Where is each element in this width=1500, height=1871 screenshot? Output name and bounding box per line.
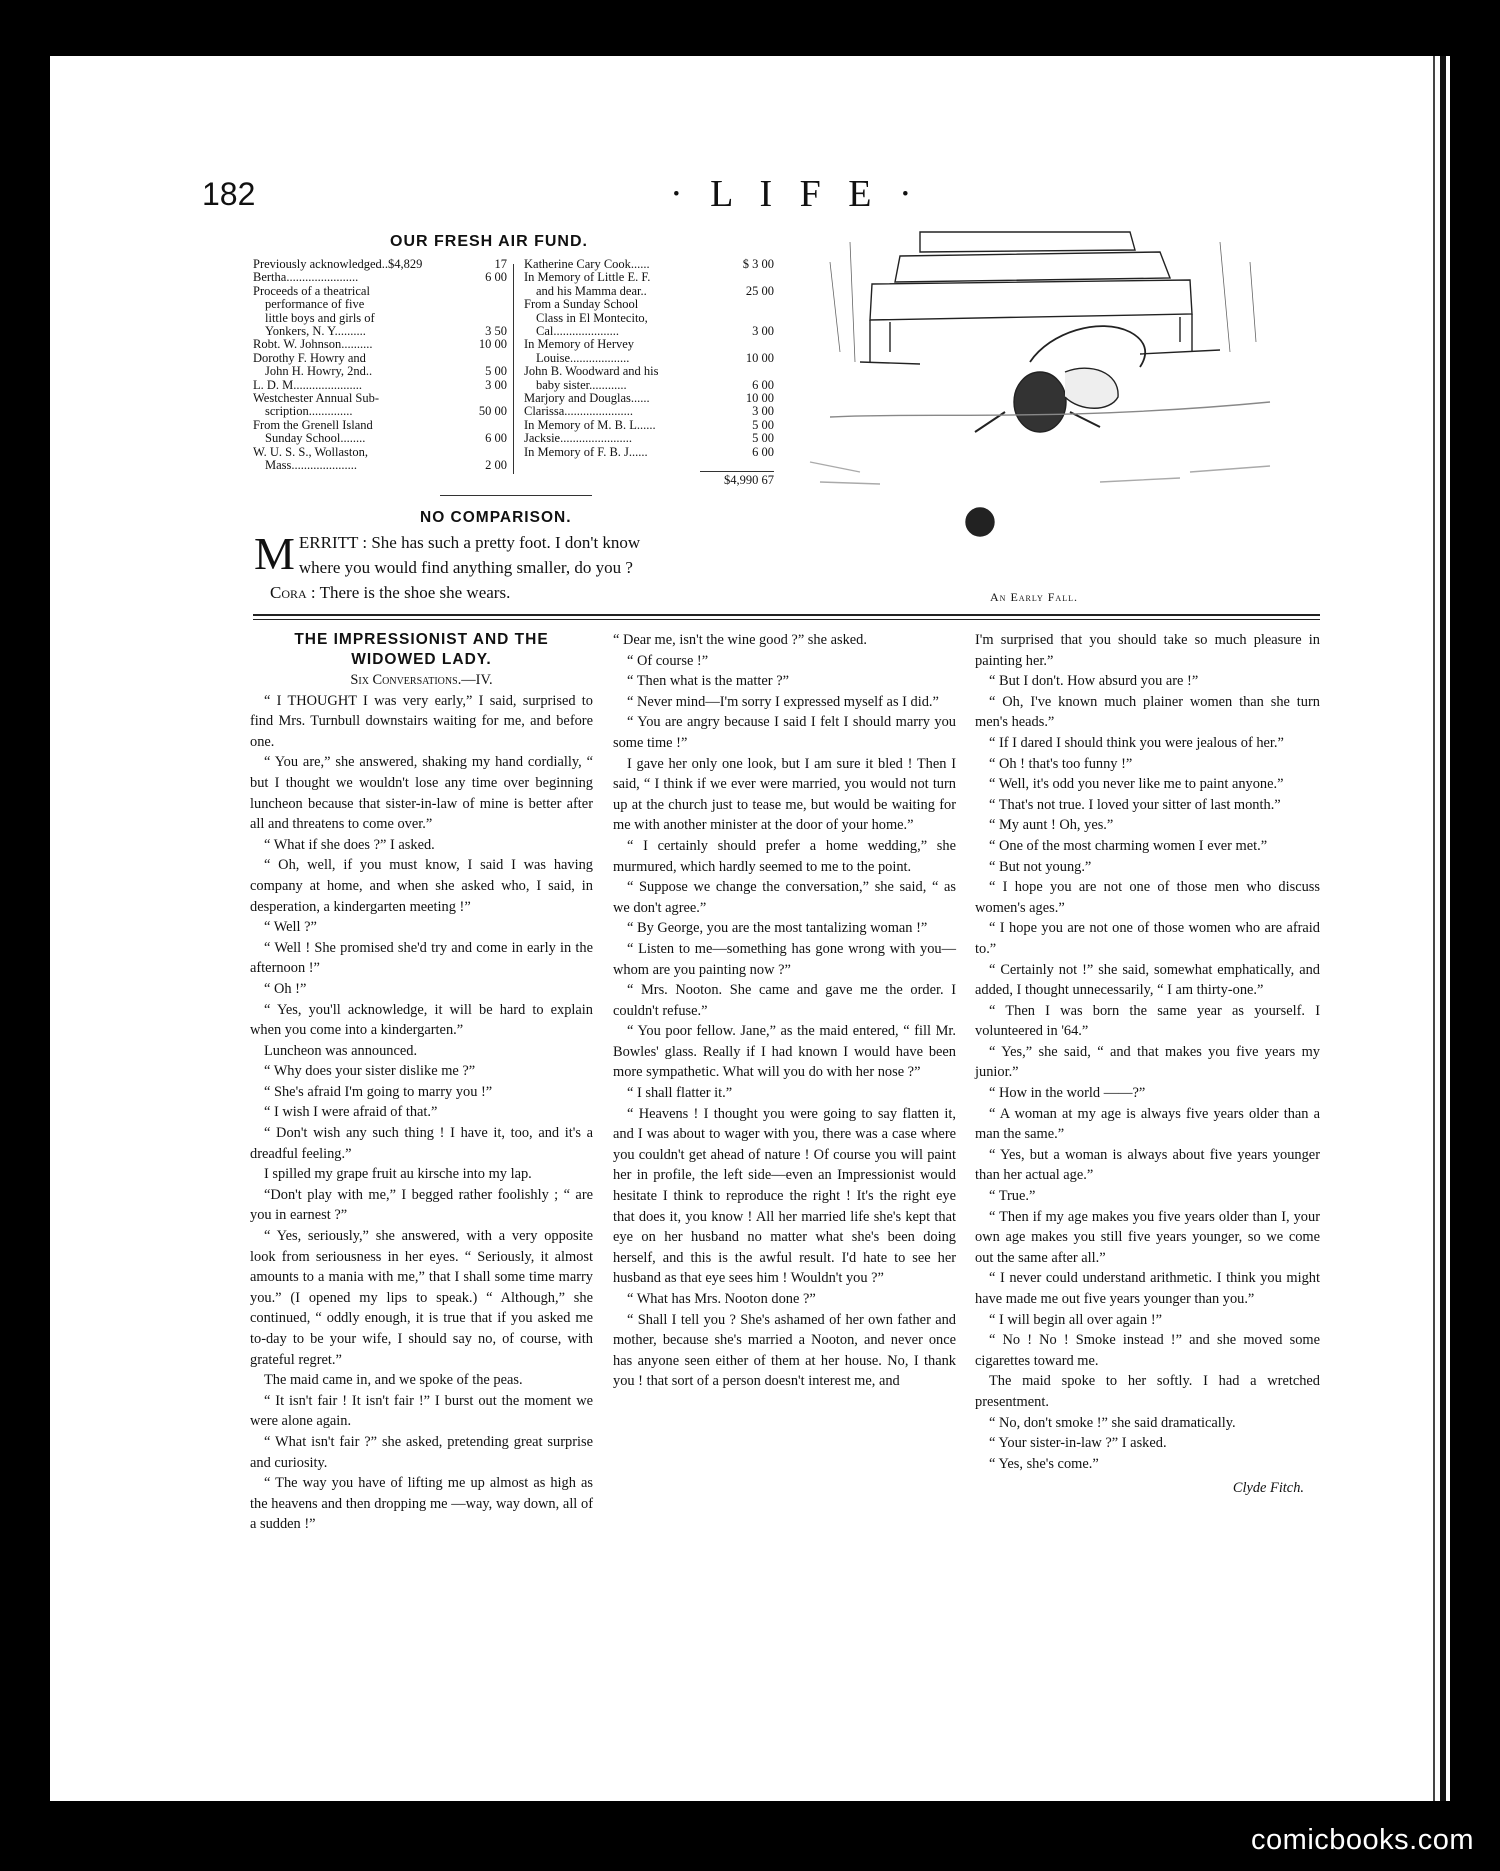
fund-amount: 6 00: [752, 377, 774, 392]
story-paragraph: “ A woman at my age is always five years older than a man the same.”: [975, 1105, 1320, 1143]
story-title: THE IMPRESSIONIST AND THE WIDOWED LADY.: [294, 631, 549, 668]
fund-row: [524, 258, 774, 271]
story-paragraph: “ What if she does ?” I asked.: [264, 836, 435, 853]
fund-donor: and his Mamma dear..: [536, 284, 647, 298]
story-paragraph: “ I never could understand arithmetic. I think you might have made me out five years younger than you.”: [975, 1270, 1320, 1307]
fund-donor: Bertha.......................: [253, 271, 359, 285]
fund-total: $4,990 67: [700, 471, 774, 487]
fund-donor: From the Grenell Island: [253, 418, 373, 432]
story-paragraph: “ Why does your sister dislike me ?”: [264, 1063, 476, 1080]
story-paragraph: “ I THOUGHT I was very early,” I said, surprised to find Mrs. Turnbull downstairs waiting for me, and before one.: [250, 692, 593, 750]
fund-amount: [459, 285, 507, 298]
story-paragraph: “ I wish I were afraid of that.”: [264, 1104, 438, 1121]
page-number: 182: [202, 176, 256, 212]
fund-donor: Jacksie.......................: [524, 432, 632, 446]
story-paragraph: “ She's afraid I'm going to marry you !”: [264, 1083, 493, 1100]
section-rule: [440, 495, 592, 496]
fund-amount: 6 00: [752, 444, 774, 459]
fund-donor: W. U. S. S., Wollaston,: [253, 445, 368, 459]
fund-amount: [726, 271, 774, 284]
fund-row: [524, 312, 774, 325]
story-paragraph: “ Then if my age makes you five years older than I, your own age makes you still five years younger, so we come out the same after all.”: [975, 1208, 1320, 1266]
fund-amount: 3 00: [752, 404, 774, 419]
fund-list-right: [524, 258, 774, 459]
story-column-3: [975, 630, 1320, 1499]
fund-row: [253, 392, 507, 405]
story-paragraph: “ If I dared I should think you were jealous of her.”: [989, 734, 1284, 751]
story-column-1: [250, 630, 593, 1535]
fund-amount: 50 00: [478, 404, 507, 419]
story-paragraph: “ Then what is the matter ?”: [627, 673, 789, 690]
author-signature: Clyde Fitch.: [1232, 1480, 1304, 1497]
fund-row: [253, 312, 507, 325]
story-paragraph: “ My aunt ! Oh, yes.”: [989, 817, 1114, 834]
story-paragraph: “ The way you have of lifting me up almost as high as the heavens and then dropping me —way, way down, all of a sudden !”: [250, 1475, 593, 1533]
fund-donor: Mass.....................: [265, 459, 358, 473]
fund-amount: [459, 446, 507, 459]
fund-amount: [459, 392, 507, 405]
story-paragraph: “Don't play with me,” I begged rather foolishly ; “ are you in earnest ?”: [250, 1186, 593, 1224]
story-paragraph: “ I will begin all over again !”: [989, 1311, 1163, 1328]
fund-amount: 6 00: [485, 270, 507, 285]
fund-row: [524, 271, 774, 284]
fund-amount: [459, 312, 507, 325]
fund-row: [253, 419, 507, 432]
fund-amount: [726, 298, 774, 311]
fund-amount: [726, 312, 774, 325]
story-paragraph: “ I hope you are not one of those men who discuss women's ages.”: [975, 879, 1320, 916]
story-paragraph: “ By George, you are the most tantalizing woman !”: [627, 920, 928, 937]
fund-row: [524, 285, 774, 298]
fund-row: [524, 432, 774, 445]
fund-row: [253, 405, 507, 418]
drop-cap: M: [254, 528, 295, 579]
fund-donor: Cal.....................: [536, 325, 619, 339]
story-paragraph: “ Heavens ! I thought you were going to say flatten it, and I was about to wager with you, there was a case where you couldn't get ahead of nature ! Of course you will paint her in profile, the left side—even an Impressionist would hesitate I think to reproduce the right ! It's the right eye that does it, you know ! All her married life she's kept that eye on her husband no matter what she's been doing herself, and this is the awful result. I'd hate to see her husband as that eye sees him ! Wouldn't you ?”: [613, 1105, 956, 1287]
story-paragraph: “ How in the world ——?”: [989, 1085, 1146, 1102]
story-paragraph: I'm surprised that you should take so much pleasure in painting her.”: [975, 632, 1320, 669]
story-paragraph: “ Well, it's odd you never like me to paint anyone.”: [989, 776, 1284, 793]
story-paragraph: The maid came in, and we spoke of the peas.: [264, 1372, 523, 1389]
story-paragraph: “ But I don't. How absurd you are !”: [989, 673, 1199, 690]
fund-row: [253, 258, 507, 271]
fund-amount: 5 00: [752, 431, 774, 446]
fund-amount: 17: [494, 257, 507, 271]
story-paragraph: “ Yes, but a woman is always about five years younger than her actual age.”: [975, 1146, 1320, 1184]
fund-row: [524, 298, 774, 311]
story-paragraph: “ Yes, you'll acknowledge, it will be hard to explain when you come into a kindergarten.”: [250, 1001, 593, 1039]
fund-donor: L. D. M......................: [253, 378, 363, 392]
fund-row: [524, 352, 774, 365]
story-paragraph: “ Mrs. Nooton. She came and gave me the order. I couldn't refuse.”: [613, 982, 956, 1019]
fund-row: [524, 392, 774, 405]
fund-row: [253, 352, 507, 365]
fund-donor: Westchester Annual Sub-: [253, 392, 380, 406]
story-paragraph: “ What has Mrs. Nooton done ?”: [627, 1291, 816, 1307]
story-paragraph: “ True.”: [989, 1188, 1036, 1205]
story-paragraph: “ Well ?”: [264, 919, 317, 936]
fund-amount: 3 50: [485, 324, 507, 339]
story-paragraph: “ Oh, I've known much plainer women than she turn men's heads.”: [975, 693, 1320, 731]
nc-line-2: where you would find anything smaller, do you ?: [298, 558, 633, 577]
story-paragraph: “ Your sister-in-law ?” I asked.: [989, 1435, 1167, 1452]
fund-donor: Yonkers, N. Y..........: [265, 325, 366, 339]
story-paragraph: “ I certainly should prefer a home wedding,” she murmured, which hardly seemed to me to the point.: [613, 837, 956, 875]
story-paragraph: “ I shall flatter it.”: [627, 1085, 733, 1102]
story-paragraph: “ Well ! She promised she'd try and come in early in the afternoon !”: [250, 939, 593, 977]
page-edge: [1440, 56, 1446, 1801]
no-comparison-title: NO COMPARISON.: [420, 509, 572, 526]
fund-row: [524, 419, 774, 432]
watermark: comicbooks.com: [1251, 1824, 1474, 1856]
fund-amount: 3 00: [485, 377, 507, 392]
fund-donor: John H. Howry, 2nd..: [265, 365, 373, 379]
fund-row: [524, 446, 774, 459]
fund-donor: In Memory of M. B. L......: [524, 418, 656, 432]
story-paragraph: “ You are,” she answered, shaking my hand cordially, “ but I thought we wouldn't lose any time over beginning luncheon because that sister-in-law of mine is better after all and threatens to come over.”: [250, 754, 593, 833]
nc-line-1: ERRITT : She has such a pretty foot. I don't know: [298, 533, 641, 552]
fund-row: [253, 325, 507, 338]
page-edge-shadow: [1433, 56, 1435, 1801]
story-paragraph: “ It isn't fair ! It isn't fair !” I burst out the moment we were alone again.: [250, 1392, 593, 1430]
fund-donor: scription..............: [265, 405, 353, 419]
double-rule-top: [253, 614, 1320, 616]
fund-amount: 3 00: [752, 324, 774, 339]
story-paragraph: “ Yes,” she said, “ and that makes you five years my junior.”: [975, 1043, 1320, 1081]
fund-donor: performance of five: [265, 298, 365, 312]
fund-divider: [513, 264, 514, 474]
no-comparison-text: [254, 530, 774, 605]
fund-donor: In Memory of Little E. F.: [524, 271, 651, 285]
story-paragraph: “ Shall I tell you ? She's ashamed of her own father and mother, because she's married a Nooton, and never once has anyone seen either of them at her house. No, I thank you ! that sort of a person doesn't interest me, and: [613, 1311, 956, 1390]
story-paragraph: “ You are angry because I said I felt I should marry you some time !”: [613, 714, 956, 751]
story-paragraph: “ Dear me, isn't the wine good ?” she asked.: [613, 632, 867, 648]
fund-donor: From a Sunday School: [524, 298, 639, 312]
story-paragraph: “ You poor fellow. Jane,” as the maid entered, “ fill Mr. Bowles' glass. Really if I had known I would have been more sympathetic. What will you do with her nose ?”: [613, 1023, 956, 1081]
story-paragraph: The maid spoke to her softly. I had a wretched presentment.: [975, 1373, 1320, 1410]
story-paragraph: “ Don't wish any such thing ! I have it, too, and it's a dreadful feeling.”: [250, 1125, 593, 1162]
fund-amount: [459, 419, 507, 432]
fund-donor: Marjory and Douglas......: [524, 392, 650, 406]
fund-donor: Louise...................: [536, 351, 630, 365]
story-paragraph: “ No, don't smoke !” she said dramatically.: [989, 1414, 1236, 1431]
illustration-caption: An Early Fall.: [990, 590, 1078, 604]
fund-row: [524, 338, 774, 351]
fund-donor: Clarissa......................: [524, 405, 634, 419]
fund-amount: [459, 298, 507, 311]
illustration-early-fall: [800, 222, 1300, 582]
fund-donor: little boys and girls of: [265, 311, 375, 325]
story-subtitle: Six Conversations.—IV.: [350, 672, 493, 688]
fund-donor: In Memory of F. B. J......: [524, 445, 648, 459]
fund-title: OUR FRESH AIR FUND.: [390, 233, 588, 250]
fund-amount: 10 00: [478, 337, 507, 352]
double-rule-bottom: [253, 619, 1320, 620]
fund-row: [253, 459, 507, 472]
fund-row: [253, 365, 507, 378]
fund-amount: 10 00: [745, 350, 774, 365]
story-paragraph: “ Oh, well, if you must know, I said I was having company at home, and when she asked who, I said, in desperation, a kindergarten meeting !”: [250, 857, 593, 915]
fund-amount: 5 00: [485, 364, 507, 379]
fund-row: [253, 338, 507, 351]
fund-row: [253, 446, 507, 459]
fund-amount: [459, 352, 507, 365]
fund-amount: 6 00: [485, 431, 507, 446]
story-paragraph: I gave her only one look, but I am sure it bled ! Then I said, “ I think if we ever were married, you would not turn up at the church just to tease me, but would be waiting for me with another minister at the door of your home.”: [613, 755, 956, 834]
masthead: · L I F E ·: [670, 173, 921, 215]
fund-amount: [726, 365, 774, 378]
story-paragraph: “ No ! No ! Smoke instead !” and she moved some cigarettes toward me.: [975, 1332, 1320, 1369]
story-paragraph: “ Listen to me—something has gone wrong with you—whom are you painting now ?”: [613, 940, 956, 978]
fund-row: [524, 379, 774, 392]
story-paragraph: “ But not young.”: [989, 858, 1092, 875]
story-paragraph: “ Never mind—I'm sorry I expressed myself as I did.”: [627, 693, 939, 710]
fund-donor: Robt. W. Johnson..........: [253, 338, 373, 352]
fund-donor: In Memory of Hervey: [524, 338, 635, 352]
fund-row: [253, 379, 507, 392]
story-paragraph: “ What isn't fair ?” she asked, pretending great surprise and curiosity.: [250, 1433, 593, 1471]
story-paragraph: Luncheon was announced.: [264, 1042, 418, 1059]
fund-row: [253, 298, 507, 311]
story-paragraph: “ Certainly not !” she said, somewhat emphatically, and added, I thought unnecessarily, “ I am thirty-one.”: [975, 961, 1320, 999]
nc-speaker: Cora :: [270, 583, 316, 602]
story-paragraph: “ Of course !”: [627, 652, 709, 669]
story-paragraph: “ Then I was born the same year as yourself. I volunteered in '64.”: [975, 1002, 1320, 1040]
story-paragraph: “ Oh !”: [264, 980, 307, 997]
story-paragraph: “ Oh ! that's too funny !”: [989, 755, 1133, 772]
fund-donor: Sunday School........: [265, 432, 366, 446]
fund-donor: Katherine Cary Cook......: [524, 258, 650, 271]
fund-row: [524, 325, 774, 338]
fund-donor: Previously acknowledged..$4,829: [253, 258, 423, 271]
fund-amount: 25 00: [745, 283, 774, 298]
fund-amount: $ 3 00: [742, 257, 774, 271]
fund-donor: Dorothy F. Howry and: [253, 351, 366, 365]
story-paragraph: “ That's not true. I loved your sitter of last month.”: [989, 796, 1281, 813]
fund-row: [253, 271, 507, 284]
fund-list-left: [253, 258, 507, 473]
story-paragraph: “ Yes, seriously,” she answered, with a very opposite look from seriousness in her eyes. “ Seriously, it almost amounts to a mania with me,” that I shall some time marry you.” (I opened my lips to speak.) “ Although,” she continued, “ oddly enough, it is true that if you asked me to-day to be your wife, I should say no, of course, with grateful regret.”: [250, 1228, 593, 1368]
fund-amount: 10 00: [745, 391, 774, 406]
story-column-2: [613, 630, 956, 1392]
fund-donor: Proceeds of a theatrical: [253, 284, 370, 298]
fund-row: [253, 432, 507, 445]
fund-amount: [726, 338, 774, 351]
fund-amount: 5 00: [752, 417, 774, 432]
story-paragraph: I spilled my grape fruit au kirsche into my lap.: [264, 1166, 532, 1183]
fund-amount: 2 00: [485, 458, 507, 473]
fund-row: [524, 365, 774, 378]
story-paragraph: “ Yes, she's come.”: [989, 1455, 1099, 1472]
story-paragraph: “ One of the most charming women I ever met.”: [989, 837, 1268, 854]
fund-row: [253, 285, 507, 298]
fund-donor: baby sister............: [536, 378, 627, 392]
nc-line-3: There is the shoe she wears.: [319, 583, 511, 602]
story-paragraph: “ Suppose we change the conversation,” she said, “ as we don't agree.”: [613, 879, 956, 916]
story-paragraph: “ I hope you are not one of those women who are afraid to.”: [975, 920, 1320, 957]
fund-donor: John B. Woodward and his: [524, 365, 659, 379]
fund-donor: Class in El Montecito,: [536, 311, 648, 325]
fund-row: [524, 405, 774, 418]
